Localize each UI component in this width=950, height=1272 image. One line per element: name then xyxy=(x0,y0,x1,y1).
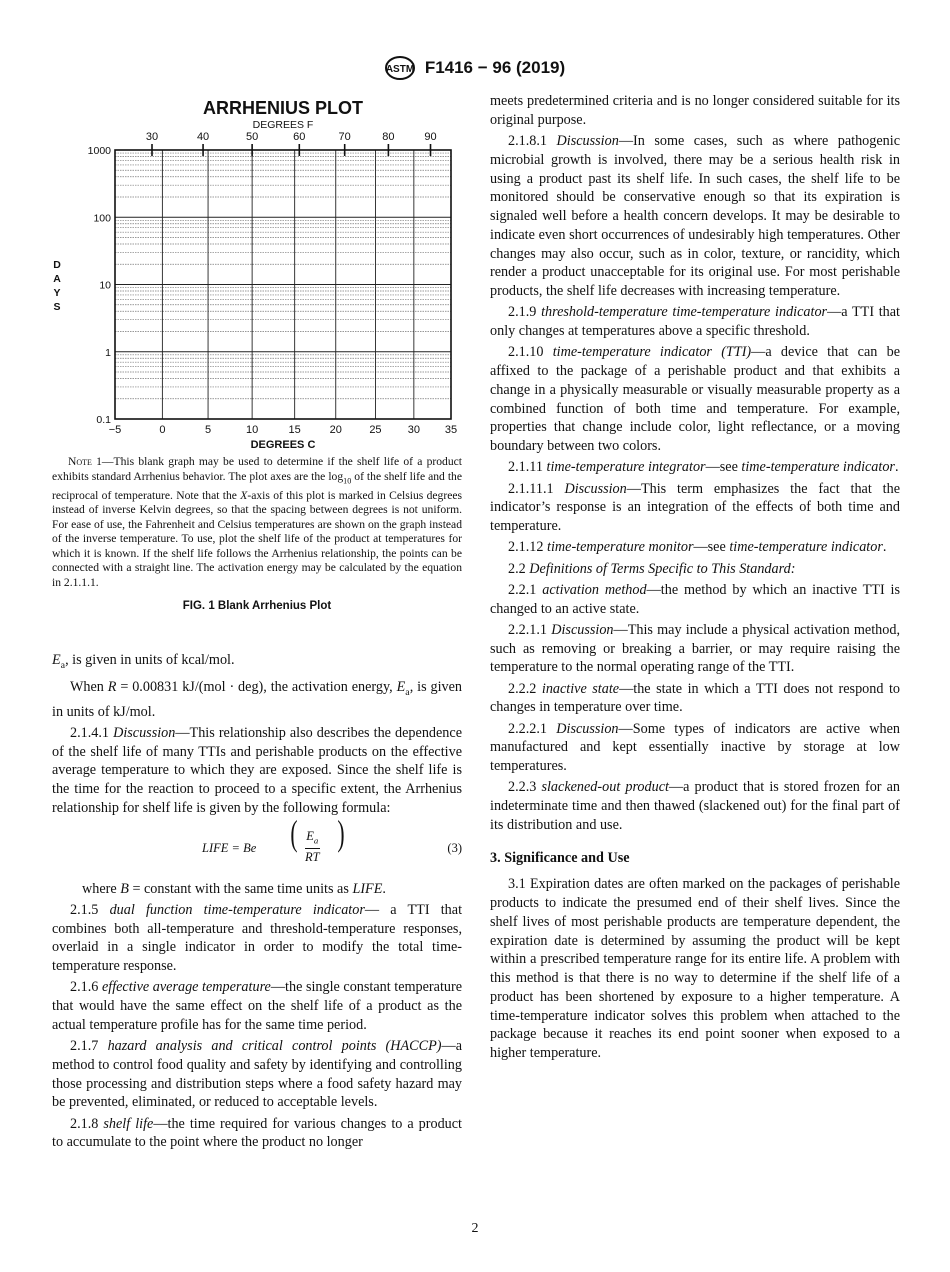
text-run: 2.1.12 xyxy=(508,539,548,556)
text-run: . xyxy=(382,880,386,897)
paren-right: ) xyxy=(337,812,345,853)
text-run: 2.2 xyxy=(508,560,530,577)
paragraph xyxy=(490,875,900,1063)
right-column xyxy=(490,92,900,1065)
italic-text: E xyxy=(52,652,61,668)
text-run: 3.1 Expiration dates are often marked on the packages of perishable products to indicate the presumed end of their shelf lives. Since the shelf lives of most perishable products are temperature dependent, the expiration date is determined by assuming the product will be kept within a prescribed temperature range for its entire life. A problem with this method is that there is no way to determine if the shelf life of a product has been shortened by exposure to a higher temperature. A time-temperature indicator solves this problem when attached to the package because it reaches its end point sooner when exposed to a higher temperature. xyxy=(490,876,900,1061)
text-run: —a TTI that only changes at temperatures above a specific threshold. xyxy=(490,304,901,339)
paragraph xyxy=(490,680,900,718)
note-text: -axis of this plot is marked in Celsius degrees instead of inverse Kelvin degrees, so that the spacing between degrees is not uniform. For ease of use, the Fahrenheit and Celsius temperatures are shown on the graph instead of the inverse temperature. To use, plot the shelf life of the product at temperatures for which it is known. If the shelf life follows the Arrhenius relationship, the points can be connected with a straight line. The activation energy may be calculated by the equation in 2.1.1.1. xyxy=(52,488,462,590)
italic-text: LIFE xyxy=(352,880,383,897)
x-tick-label: 10 xyxy=(245,424,259,436)
text-run: 2.1.10 xyxy=(508,344,553,361)
italic-text: Discussion xyxy=(113,724,176,741)
text-run: —see xyxy=(693,539,730,556)
text-run: —This term emphasizes the fact that the indicator’s response is an integration of the effects of both time and temperature. xyxy=(490,480,900,534)
italic-text: threshold-temperature time-temperature indicator xyxy=(541,304,828,321)
text-run: 2.1.9 xyxy=(508,304,542,321)
y-tick-label: 10 xyxy=(99,279,111,292)
text-run: 2.2.2.1 xyxy=(508,720,557,737)
text-run: 2.1.11 xyxy=(508,459,547,476)
text-run: —the single constant temperature that would have the same effect on the shelf life of a product as the actual temperature profile has for the same time period. xyxy=(52,979,463,1033)
equation-fraction xyxy=(305,828,320,866)
text-run: —In some cases, such as where pathogenic microbial growth is involved, there may be a serious health risk in using a product past its shelf life. In such cases, the shelf life to be monitored should be conservative enough so that its expiration is signaled well before a health concern develops. It may be desirable to indicate even short occurrences of undesirably high temperatures. Other changes may also occur, such as in color, texture, or rancidity, which render a product unacceptable for its original use. For most perishable products, the shelf life decreases with increasing temperature. xyxy=(490,133,900,299)
paren-left: ( xyxy=(290,812,298,853)
text-run: 2.2.3 xyxy=(508,779,542,796)
note-label: Note 1 xyxy=(68,455,102,468)
italic-text: shelf life xyxy=(103,1115,154,1132)
paragraph xyxy=(490,343,900,456)
italic-text: time-temperature indicator (TTI) xyxy=(552,344,752,361)
paragraph xyxy=(490,480,900,536)
x2-tick-label: 50 xyxy=(245,131,259,143)
italic-text: Discussion xyxy=(551,621,614,638)
paragraph xyxy=(52,678,462,721)
equation-3 xyxy=(52,812,462,874)
paragraph xyxy=(490,560,900,579)
x-tick-label: 0 xyxy=(159,424,166,436)
x-tick-label: 30 xyxy=(407,424,420,436)
x2-tick-label: 70 xyxy=(338,131,351,143)
svg-text:ASTM: ASTM xyxy=(385,64,414,75)
y-tick-label: 100 xyxy=(93,212,111,225)
subscript: a xyxy=(405,686,410,698)
italic-text: hazard analysis and critical control points (HACCP) xyxy=(107,1038,442,1055)
y-tick-label: 1000 xyxy=(87,145,111,157)
text-run: —see xyxy=(705,459,742,476)
x-tick-label: 20 xyxy=(329,424,342,436)
text-run: 2.1.4.1 xyxy=(70,724,114,741)
text-run: 2.2.1 xyxy=(508,581,543,598)
paragraph xyxy=(52,978,462,1034)
italic-text: slackened-out product xyxy=(541,779,669,796)
x-tick-label: 35 xyxy=(444,424,458,436)
paragraph xyxy=(52,724,462,818)
italic-text: effective average temperature xyxy=(101,979,271,996)
note-italic: X xyxy=(240,488,248,502)
arrhenius-plot xyxy=(0,0,470,450)
text-run: 2.1.5 xyxy=(70,901,110,918)
italic-text: Discussion xyxy=(564,480,627,497)
text-run: , is given in units of kcal/mol. xyxy=(65,652,235,668)
text-run: —a method to control food quality and safety by identifying and controlling those processing and distribution steps where a food safety hazard may be prevented, eliminated, or reduced to acceptable levels. xyxy=(52,1038,463,1111)
text-run: , is given in units of kJ/mol. xyxy=(52,679,462,720)
x-tick-label: −5 xyxy=(108,424,122,436)
paragraph xyxy=(490,621,900,677)
equation-lhs: LIFE = Be xyxy=(202,840,257,855)
paragraph xyxy=(52,1037,462,1112)
x2-axis-label: DEGREES F xyxy=(252,119,314,131)
text-run: 2.1.6 xyxy=(70,979,102,996)
x2-tick-label: 90 xyxy=(424,131,437,143)
text-run: meets predetermined criteria and is no longer considered suitable for its original purpose. xyxy=(490,93,900,128)
section-heading: 3. Significance and Use xyxy=(490,849,630,866)
text-run: 2.2.2 xyxy=(508,680,542,697)
subscript: a xyxy=(60,659,66,671)
y-axis-label: DAYS xyxy=(53,259,61,313)
x2-tick-label: 60 xyxy=(293,131,306,143)
italic-text: time-temperature indicator xyxy=(741,459,895,476)
text-run: = 0.00831 kJ/(mol · deg), the activation energy, xyxy=(116,679,397,696)
italic-text: Discussion xyxy=(556,133,619,149)
x-tick-label: 25 xyxy=(369,424,382,436)
text-run: where xyxy=(82,880,121,897)
note-text: of the shelf life and the reciprocal of temperature. Note that the xyxy=(52,469,462,502)
text-run: —the method by which an inactive TTI is changed to an active state. xyxy=(490,581,901,617)
paragraph xyxy=(52,901,462,976)
italic-text: time-temperature integrator xyxy=(546,459,706,476)
x2-tick-label: 30 xyxy=(145,131,159,143)
left-column xyxy=(52,651,462,1155)
x-axis-label: DEGREES C xyxy=(250,439,316,450)
paragraph xyxy=(490,778,900,834)
text-run: —This relationship also describes the dependence of the shelf life of many TTIs and perishable products on the effective average temperature to which they are exposed. Since the shelf life is the time for the reaction to proceed to a specific extent, the Arrhenius relationship for shelf life is given by the following formula: xyxy=(52,724,462,816)
figure-caption: FIG. 1 Blank Arrhenius Plot xyxy=(182,600,332,612)
text-run: — a TTI that combines both all-temperature and threshold-temperature responses, overlaid in a single indicator in order to modify the total time-temperature response. xyxy=(52,901,463,975)
italic-text: R xyxy=(107,679,117,696)
text-run: 2.1.7 xyxy=(70,1038,108,1055)
figure-note xyxy=(52,455,462,591)
x2-tick-label: 80 xyxy=(382,131,395,143)
paragraph xyxy=(52,651,462,676)
text-run: —a product that is stored frozen for an indeterminate time and then thawed (slackened out) for the final part of its distribution and use. xyxy=(490,779,900,833)
chart-title: ARRHENIUS PLOT xyxy=(202,98,364,118)
text-run: When xyxy=(70,679,108,696)
equation-number: (3) xyxy=(447,840,462,855)
text-run: 2.1.8 xyxy=(70,1115,104,1132)
x2-tick-label: 40 xyxy=(196,131,210,143)
italic-text: inactive state xyxy=(541,680,620,697)
text-run: 2.2.1.1 xyxy=(508,621,552,638)
paragraph xyxy=(52,880,462,899)
x-tick-label: 5 xyxy=(204,424,212,436)
italic-text: time-temperature indicator xyxy=(729,539,883,556)
italic-text: time-temperature monitor xyxy=(547,539,694,556)
paragraph xyxy=(490,303,900,341)
paragraph xyxy=(52,1115,462,1153)
page-number: 2 xyxy=(471,1221,479,1236)
text-run: . xyxy=(894,459,899,476)
note-sub: 10 xyxy=(343,475,352,485)
italic-text: activation method xyxy=(542,581,647,598)
paragraph xyxy=(490,458,900,477)
italic-text: Discussion xyxy=(556,720,619,737)
paragraph xyxy=(490,581,900,619)
text-run: 2.1.11.1 xyxy=(508,480,565,497)
y-tick-label: 1 xyxy=(105,346,111,359)
x-tick-label: 15 xyxy=(288,424,301,436)
equation-denominator: RT xyxy=(305,850,320,865)
note-text: —This blank graph may be used to determine if the shelf life of a product exhibits standard Arrhenius behavior. The plot axes are the log xyxy=(52,455,462,483)
italic-text: Definitions of Terms Specific to This Standard: xyxy=(529,560,796,577)
y-tick-label: 0.1 xyxy=(96,414,111,426)
paragraph xyxy=(490,92,900,130)
text-run: 2.1.8.1 xyxy=(508,133,557,149)
text-run: —This may include a physical activation method, such as removing or breaking a barrier, or may require raising the temperature to the normal operating range of the TTI. xyxy=(490,621,901,676)
italic-text: E xyxy=(396,679,406,696)
document-id: F1416 − 96 (2019) xyxy=(424,58,566,77)
text-run: —the time required for various changes to a product to accumulate to the point where the product no longer xyxy=(52,1115,463,1151)
italic-text: B xyxy=(120,880,129,897)
text-run: —a device that can be affixed to the package of a perishable product and that exhibits a change in a physically measurable or visually measurable property as a combined function of both time and temperature. For example, properties that change include color, light reflectance, or a moving boundary between two colors. xyxy=(490,344,900,454)
equation-numerator: $E_a$ xyxy=(305,828,320,850)
paragraph xyxy=(490,720,900,776)
text-run: = constant with the same time units as xyxy=(128,880,353,897)
text-run: . xyxy=(882,539,887,556)
italic-text: dual function time-temperature indicator xyxy=(109,901,365,918)
paragraph xyxy=(490,538,900,557)
text-run: —Some types of indicators are active when manufactured and kept essentially inactive by storage at low temperatures. xyxy=(490,720,901,774)
paragraph xyxy=(490,132,900,301)
text-run: —the state in which a TTI does not respond to changes in temperature over time. xyxy=(490,680,900,716)
